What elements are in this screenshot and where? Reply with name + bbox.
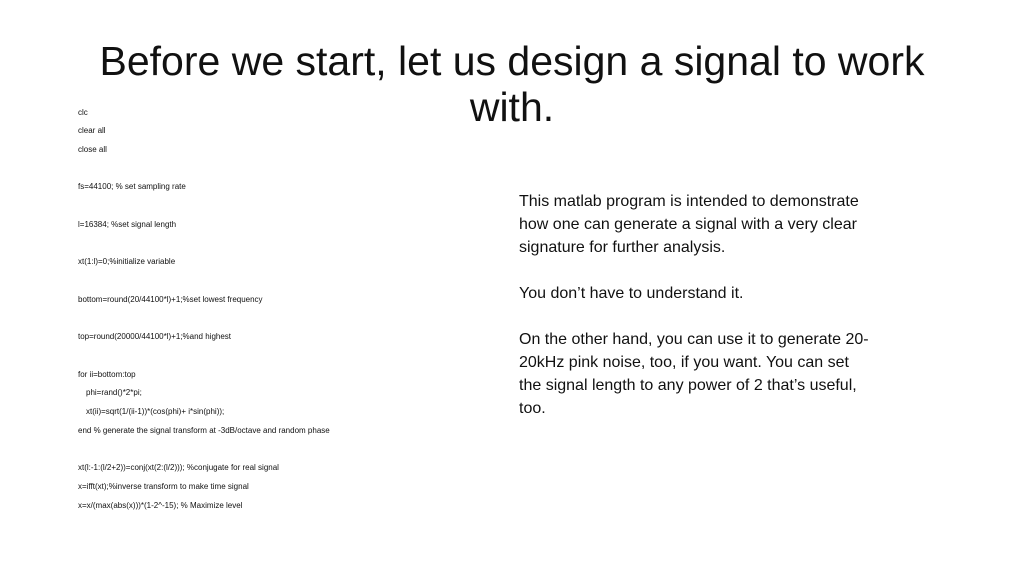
code-line: bottom=round(20/44100*l)+1;%set lowest frequency	[78, 295, 263, 304]
code-line: l=16384; %set signal length	[78, 220, 177, 229]
code-line: for ii=bottom:top	[78, 370, 136, 379]
paragraph-usage: On the other hand, you can use it to generate 20-20kHz pink noise, too, if you want. You can set the signal length to any power of 2 that’s useful, too.	[519, 331, 869, 417]
code-line: phi=rand()*2*pi;	[86, 388, 142, 397]
code-line: fs=44100; % set sampling rate	[78, 182, 186, 191]
code-line: xt(1:l)=0;%initialize variable	[78, 257, 176, 266]
code-line: end % generate the signal transform at -3dB/octave and random phase	[78, 426, 330, 435]
code-line: xt(l:-1:(l/2+2))=conj(xt(2:(l/2))); %conjugate for real signal	[78, 463, 279, 472]
code-line: close all	[78, 145, 107, 154]
code-line: x=x/(max(abs(x)))*(1-2^-15); % Maximize level	[78, 501, 243, 510]
code-line: clear all	[78, 126, 106, 135]
paragraph-intro: This matlab program is intended to demonstrate how one can generate a signal with a very clear signature for further analysis.	[519, 193, 859, 256]
code-line: top=round(20000/44100*l)+1;%and highest	[78, 332, 232, 341]
slide-title: Before we start, let us design a signal to work with.	[99, 38, 925, 130]
code-line: x=ifft(xt);%inverse transform to make time signal	[78, 482, 249, 491]
code-line: xt(ii)=sqrt(1/(ii-1))*(cos(phi)+ i*sin(phi));	[86, 407, 225, 416]
paragraph-understand: You don’t have to understand it.	[519, 285, 744, 302]
code-line: clc	[78, 108, 88, 117]
description-text	[519, 190, 869, 443]
